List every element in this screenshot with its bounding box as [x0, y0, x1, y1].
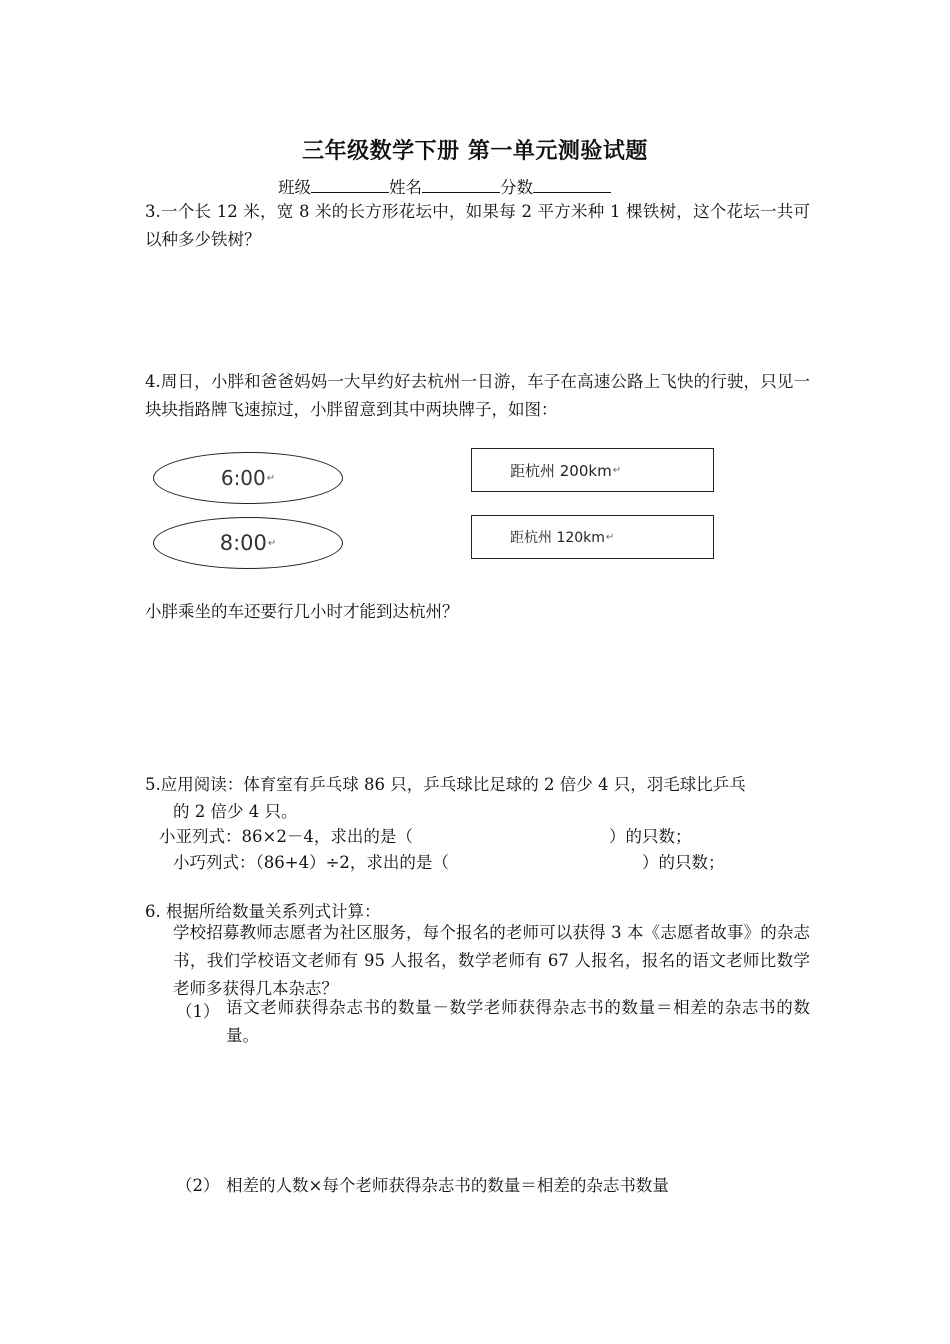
return-mark-icon: ↵: [266, 472, 276, 484]
question-4: 4.周日，小胖和爸爸妈妈一大早约好去杭州一日游，车子在高速公路上飞快的行驶，只见一块块指路牌飞速掠过，小胖留意到其中两块牌子，如图：: [145, 372, 810, 419]
question-5-line-2: 的 2 倍少 4 只。: [173, 802, 298, 821]
question-3: 3.一个长 12 米，宽 8 米的长方形花坛中，如果每 2 平方米种 1 棵铁树，这个花坛一共可以种多少铁树？: [145, 202, 810, 249]
question-6-item-2-number: （2）: [176, 1176, 220, 1195]
xiaoqiao-formula-suffix: ）的只数；: [642, 853, 725, 872]
road-sign-2: [471, 515, 714, 559]
class-blank: [311, 178, 389, 193]
xiaoya-formula-prefix: 小亚列式：86×2－4，求出的是（: [159, 827, 413, 846]
score-blank: [533, 178, 611, 193]
return-mark-icon: ↵: [612, 464, 622, 476]
student-info-line: [278, 174, 611, 198]
question-4-prompt: 小胖乘坐的车还要行几小时才能到达杭州？: [145, 602, 459, 621]
xiaoya-formula-suffix: ）的只数；: [609, 827, 692, 846]
clock-time-2: 8:00: [219, 531, 267, 555]
question-6-body: 学校招募教师志愿者为社区服务，每个报名的老师可以获得 3 本《志愿者故事》的杂志书，我们学校语文老师有 95 人报名，数学老师有 67 人报名，报名的语文老师比数学老师多获得几本杂志？: [173, 923, 810, 998]
return-mark-icon: ↵: [605, 531, 615, 543]
road-sign-2-text: 距杭州 120km: [510, 530, 605, 546]
name-blank: [422, 178, 500, 193]
score-label: 分数: [500, 178, 533, 197]
question-6-heading: 6. 根据所给数量关系列式计算：: [145, 902, 381, 921]
road-sign-1: [471, 448, 714, 492]
class-label: 班级: [278, 178, 311, 197]
question-5-line-1: 5.应用阅读：体育室有乒乓球 86 只，乒乓球比足球的 2 倍少 4 只，羽毛球比乒乓: [145, 775, 746, 794]
clock-ellipse-1: [153, 452, 343, 504]
xiaoqiao-formula-prefix: 小巧列式：（86+4）÷2，求出的是（: [173, 853, 449, 872]
page-title: 三年级数学下册 第一单元测验试题: [302, 138, 648, 164]
question-6-item-1-text: 语文老师获得杂志书的数量－数学老师获得杂志书的数量＝相差的杂志书的数量。: [226, 998, 810, 1045]
question-6-item-2-text: 相差的人数×每个老师获得杂志书的数量＝相差的杂志书数量: [226, 1176, 669, 1195]
question-6-item-1-number: （1）: [176, 1002, 220, 1021]
return-mark-icon: ↵: [267, 537, 277, 549]
road-sign-1-text: 距杭州 200km: [510, 461, 612, 480]
clock-ellipse-2: [153, 517, 343, 569]
name-label: 姓名: [389, 178, 422, 197]
clock-time-1: 6:00: [220, 466, 266, 490]
